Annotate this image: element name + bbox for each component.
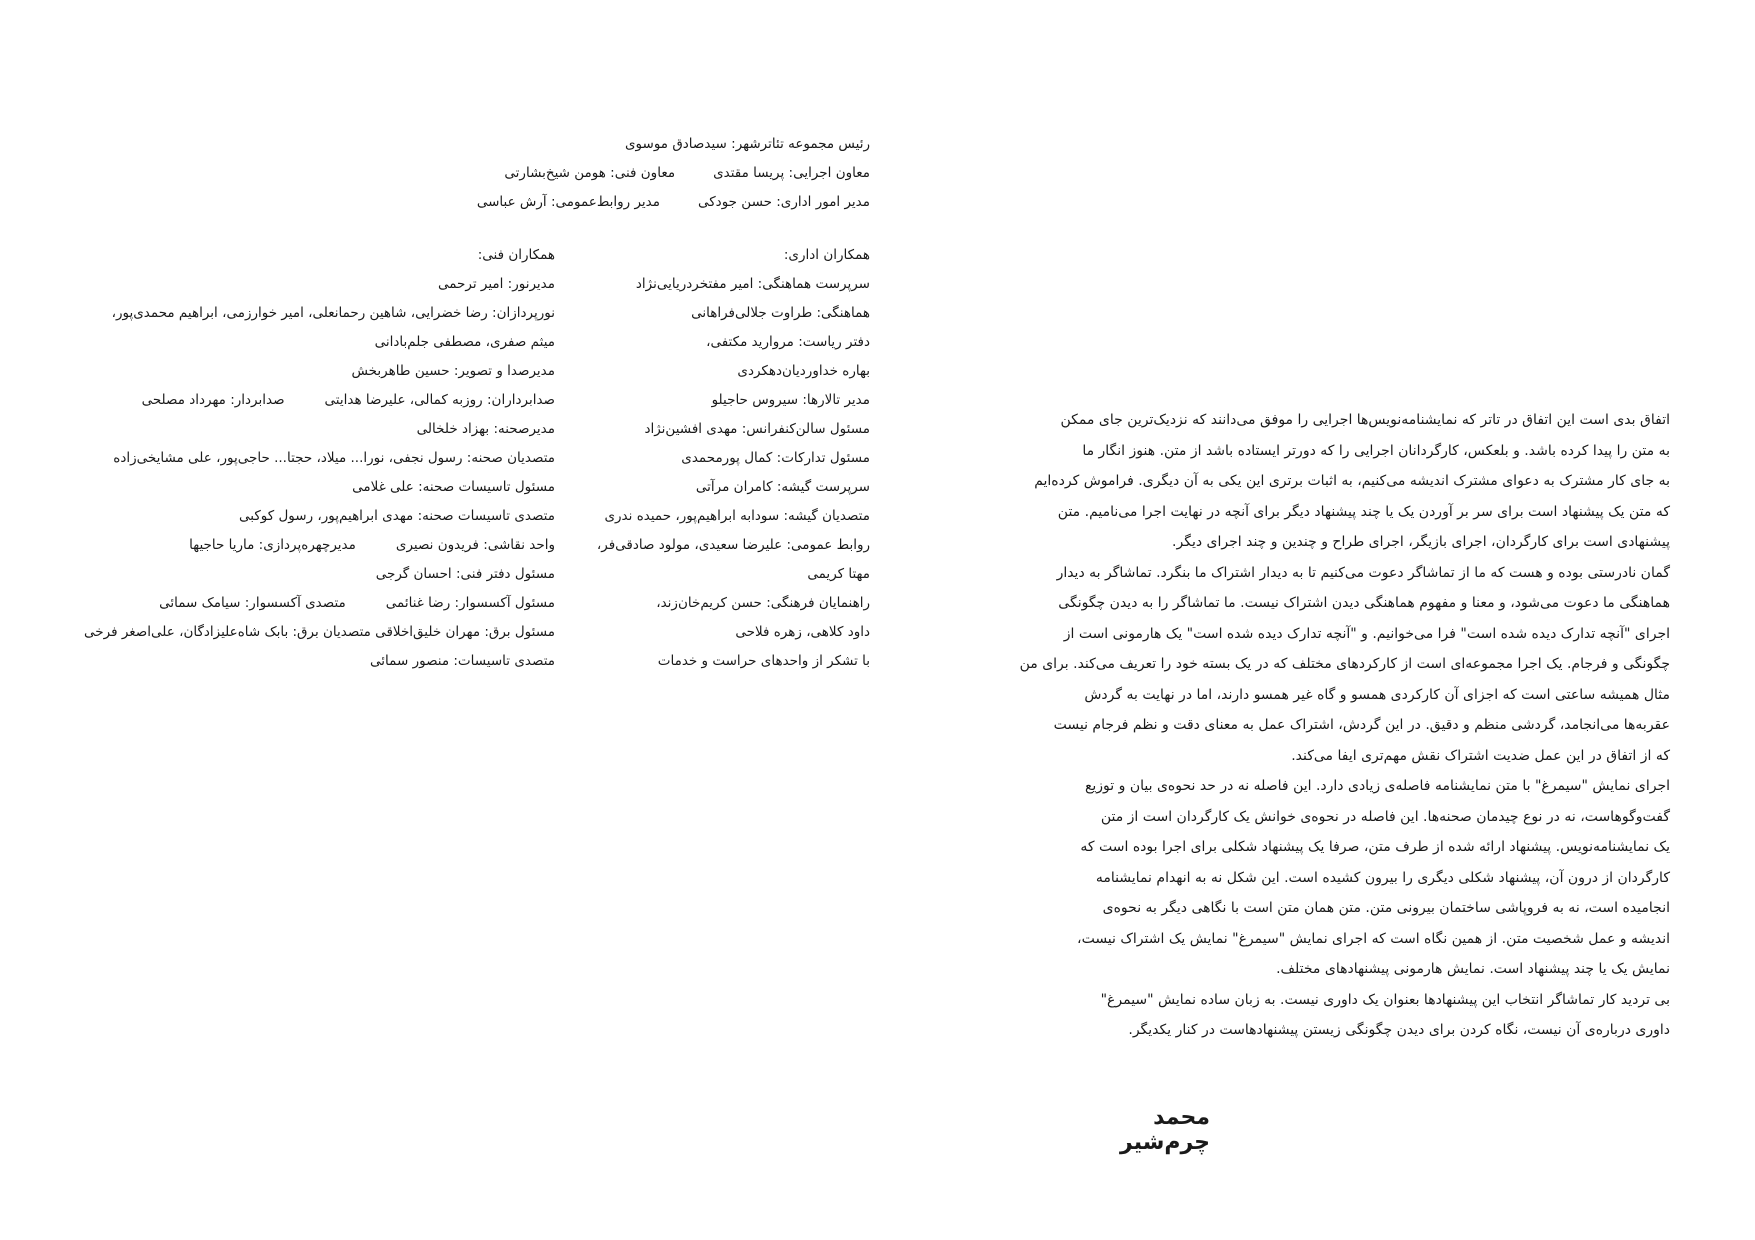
essay-line: که متن یک پیشنهاد است برای سر بر آوردن یک یا چند پیشنهاد دیگر برای آنچه در نهایت اجرا می‌نامیم. متن [1057, 503, 1670, 520]
admin-staff-item: هماهنگی: طراوت جلالی‌فراهانی [691, 305, 870, 321]
essay-line: که از اتفاق در این عمل ضدیت اشتراک نقش مهم‌تری ایفا می‌کند. [1291, 747, 1670, 764]
admin-staff-item: دفتر ریاست: مروارید مکتفی، [706, 334, 870, 350]
essay-line: یک نمایشنامه‌نویس. پیشنهاد ارائه شده از طرف متن، صرفا یک پیشنهاد شکلی برای اجرا بوده است که [1080, 839, 1670, 855]
essay-line: بی تردید کار تماشاگر انتخاب این پیشنهادها بعنوان یک داوری نیست. به زبان ساده نمایش "سیمرغ" [1100, 991, 1670, 1008]
stage-facilities-crew: متصدی تاسیسات صحنه: مهدی ابراهیم‌پور، رسول کوکبی [239, 508, 555, 524]
admin-staff-column [590, 241, 870, 676]
essay-line: به جای کار مشترک به دعوای مشترک اندیشه می‌کنیم، به اثبات برتری این یکی به آن دیگری. فراموش کرده‌ایم [1034, 473, 1670, 489]
essay-line: چگونگی و فرجام. یک اجرا مجموعه‌ای است از کارکردهای مختلف که در یک بسته خود را تعریف می‌کند. برای من [1019, 656, 1670, 672]
essay-line: گفت‌وگوهاست، نه در نوع چیدمان صحنه‌ها. این فاصله در نحوه‌ی خوانش یک کارگردان است از متن [1100, 808, 1670, 825]
admin-staff-item: بهاره خداوردیان‌دهکردی [737, 363, 870, 379]
light-director: مدیرنور: امیر ترحمی [437, 276, 555, 292]
essay-line: مثال همیشه ساعتی است که اجزای آن کارکردی همسو و گاه غیر همسو دارند، اما در نهایت به گردش [1084, 686, 1670, 703]
admin-staff-item: با تشکر از واحدهای حراست و خدمات [657, 653, 870, 669]
lighting-crew: نورپردازان: رضا خضرایی، شاهین رحمانعلی، امیر خوارزمی، ابراهیم محمدی‌پور، [111, 305, 555, 321]
makeup-director: مدیرچهره‌پردازی: ماریا حاجیها [189, 537, 356, 553]
admin-staff-item: سرپرست گیشه: کامران مرآتی [695, 479, 870, 495]
essay-line: انجامیده است، نه به فروپاشی ساختمان بیرونی متن. متن همان متن است با نگاهی دیگر به نحوه‌ی [1102, 900, 1670, 916]
essay-line: اجرای نمایش "سیمرغ" با متن نمایشنامه فاصله‌ی زیادی دارد. این فاصله نه در حد نحوه‌ی بیان و توزیع [1084, 778, 1670, 794]
essay-line: داوری درباره‌ی آن نیست، نگاه کردن برای دیدن چگونگی زیستن پیشنهادهاست در کنار یکدیگر. [1128, 1022, 1670, 1038]
essay-line: پیشنهادی است برای کارگردان، اجرای بازیگر، اجرای طراح و چندین و چند اجرای دیگر. [1172, 534, 1670, 550]
essay-line: کارگردان از درون آن، پیشنهاد شکلی دیگری را بیرون کشیده است. این شکل نه به انهدام نمایشنامه [1095, 869, 1670, 886]
admin-staff-item: متصدیان گیشه: سودابه ابراهیم‌پور، حمیده ندری [604, 508, 870, 524]
sound-recordists: صدابرداران: روزبه کمالی، علیرضا هدایتی [324, 392, 555, 408]
essay-line: اتفاق بدی است این اتفاق در تاتر که نمایشنامه‌نویس‌ها اجرایی را موفق می‌دانند که نزدیک‌ترین جای ممکن [1060, 412, 1670, 428]
stage-crew: متصدیان صحنه: رسول نجفی، نورا... میلاد، حجتا... حاجی‌پور، علی مشایخی‌زاده [113, 450, 555, 466]
theatre-director: رئیس مجموعه تئاترشهر: سیدصادق موسوی [624, 136, 870, 152]
props-row [105, 589, 555, 618]
essay-line: عقربه‌ها می‌انجامد، گردشی منظم و دقیق. در این گردش، اشتراک عمل به معنای دقت و نظم فرجام نیست [1053, 717, 1670, 733]
tech-staff-column [84, 241, 555, 676]
tech-staff-title: همکاران فنی: [477, 247, 555, 263]
executive-deputy: معاون اجرایی: پریسا مقتدی [713, 165, 870, 181]
admin-staff-title: همکاران اداری: [783, 247, 870, 263]
painting-makeup-row [105, 531, 555, 560]
stage-manager: مدیرصحنه: بهزاد خلخالی [416, 421, 555, 437]
tech-office: مسئول دفتر فنی: احسان گرجی [375, 566, 555, 582]
lighting-crew-continued: میثم صفری، مصطفی جلم‌بادانی [374, 334, 555, 350]
essay-line: اندیشه و عمل شخصیت متن. از همین نگاه است که اجرای نمایش "سیمرغ" نمایش یک اشتراک نیست، [1077, 930, 1670, 947]
admin-staff-item: مهتا کریمی [807, 566, 870, 582]
managers-row [470, 188, 870, 217]
admin-manager: مدیر امور اداری: حسن جودکی [698, 194, 870, 210]
sound-recording-row [105, 386, 555, 415]
pr-manager: مدیر روابط‌عمومی: آرش عباسی [476, 194, 660, 210]
painting-unit: واحد نقاشی: فریدون نصیری [395, 537, 555, 553]
admin-staff-item: مسئول سالن‌کنفرانس: مهدی افشین‌نژاد [644, 421, 870, 437]
facilities-crew: متصدی تاسیسات: منصور سمائی [370, 653, 555, 669]
essay-author: محمد چرم‌شیر [1120, 1105, 1210, 1155]
sound-image-director: مدیرصدا و تصویر: حسین طاهربخش [351, 363, 555, 379]
essay-line: هماهنگی ما دعوت می‌شود، و معنا و مفهوم هماهنگی دیدن اشتراک نیست. ما تماشاگر را به دیدن چگونگی [1058, 595, 1670, 611]
director-note-essay [1010, 405, 1670, 1046]
admin-staff-item: مسئول تدارکات: کمال پورمحمدی [681, 450, 870, 466]
electrical-crew: مسئول برق: مهران خلیق‌اخلاقی متصدیان برق: بابک شاه‌علیزادگان، علی‌اصغر فرخی [84, 624, 555, 640]
essay-line: گمان نادرستی بوده و هست که ما از تماشاگر دعوت می‌کنیم تا به دیدار اشتراک ما بنگرد. تماشاگر به دیدار [1056, 564, 1670, 581]
stage-facilities-head: مسئول تاسیسات صحنه: علی غلامی [352, 479, 555, 495]
admin-staff-item: روابط عمومی: علیرضا سعیدی، مولود صادقی‌فر، [596, 537, 870, 553]
credits-header [470, 130, 870, 217]
essay-line: به متن را پیدا کرده باشد. و بلعکس، کارگردانان اجرایی را که دورتر ایستاده باشد از متن. هنوز انگار ما [1082, 442, 1670, 459]
admin-staff-item: داود کلاهی، زهره فلاحی [735, 624, 870, 640]
props-head: مسئول آکسسوار: رضا غنائمی [385, 595, 555, 611]
admin-staff-item: سرپرست هماهنگی: امیر مفتخردریایی‌نژاد [635, 276, 870, 292]
essay-line: اجرای "آنچه تدارک دیده شده است" فرا می‌خوانیم. و "آنچه تدارک دیده شده است" یک هارمونی است از [1063, 625, 1670, 642]
admin-staff-item: مدیر تالارها: سیروس حاجیلو [711, 392, 870, 408]
props-crew: متصدی آکسسوار: سیامک سمائی [159, 595, 346, 611]
sound-recordist: صدابردار: مهرداد مصلحی [141, 392, 285, 408]
essay-line: نمایش یک یا چند پیشنهاد است. نمایش هارمونی پیشنهادهای مختلف. [1276, 961, 1670, 977]
technical-deputy: معاون فنی: هومن شیخ‌بشارتی [504, 165, 676, 181]
admin-staff-item: راهنمایان فرهنگی: حسن کریم‌خان‌زند، [656, 595, 870, 611]
deputies-row [470, 159, 870, 188]
